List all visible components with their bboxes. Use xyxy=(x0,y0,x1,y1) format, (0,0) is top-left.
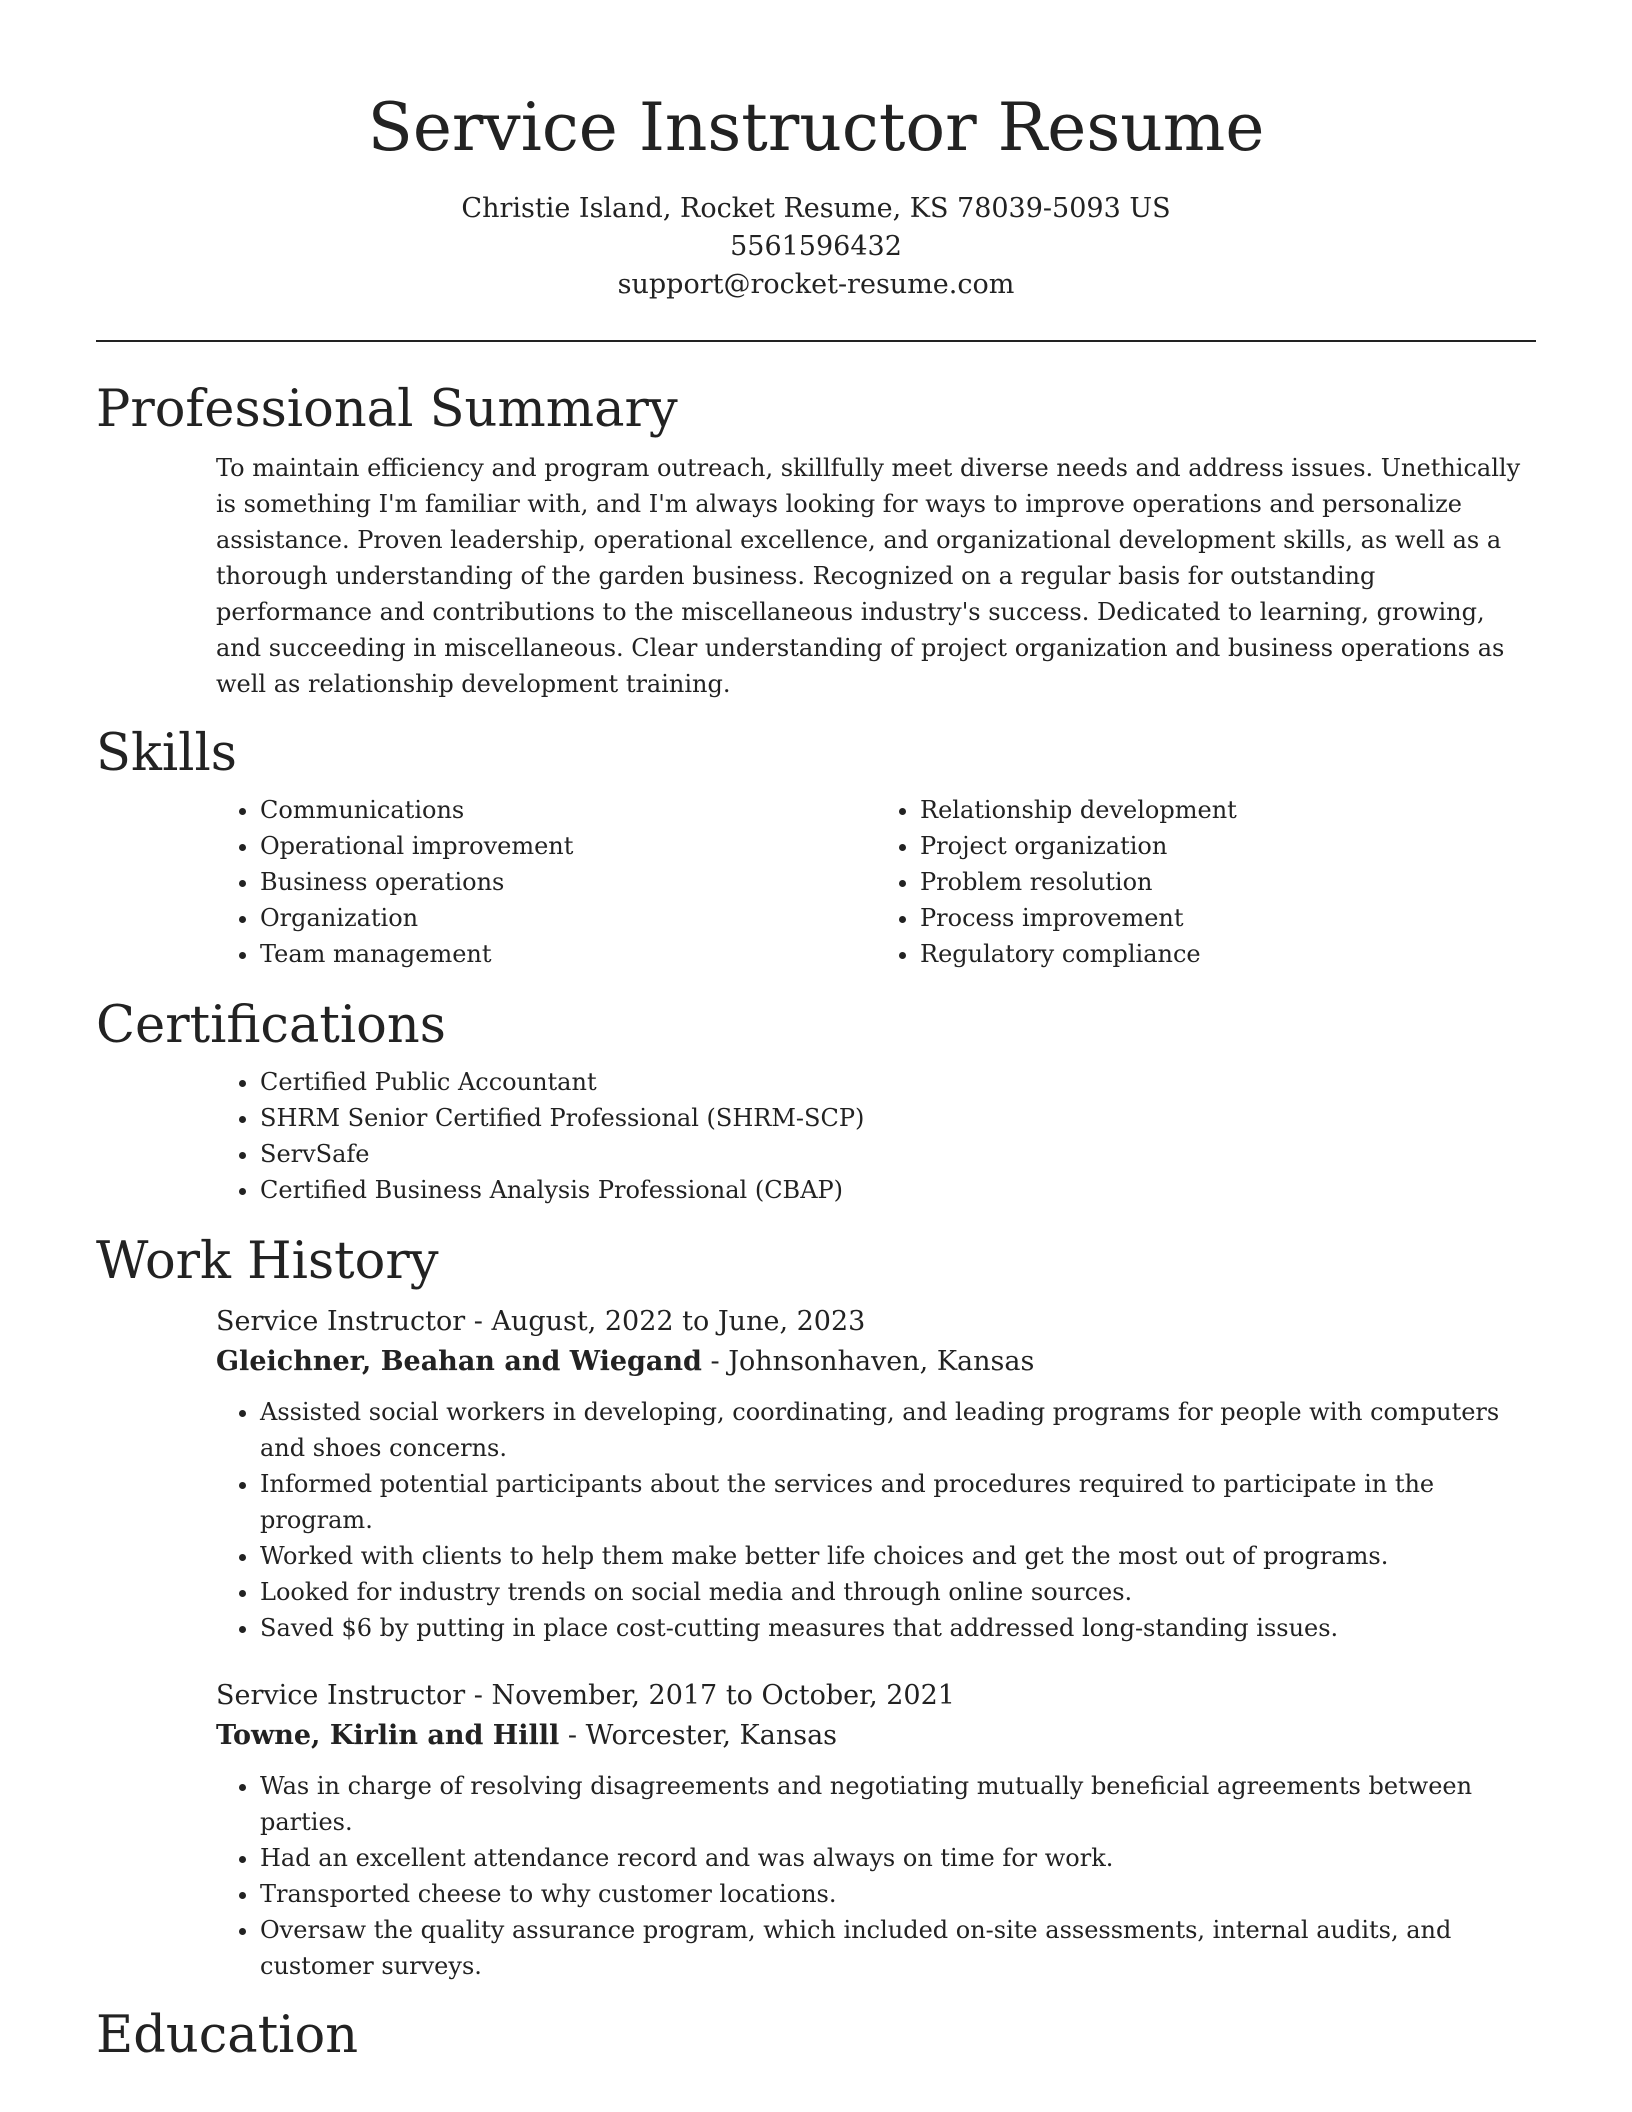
skill-item: • Communications xyxy=(260,792,876,828)
work-history-heading: Work History xyxy=(96,1232,439,1291)
job-title-line xyxy=(216,1676,1536,1716)
job-title-line xyxy=(216,1302,1536,1342)
certifications-body xyxy=(216,1064,1536,1208)
skill-item: • Project organization xyxy=(920,828,1536,864)
contact-phone: 5561596432 xyxy=(730,231,902,262)
contact-email: support@rocket-resume.com xyxy=(617,269,1015,300)
resume-header xyxy=(96,0,1536,304)
job-bullet: • Looked for industry trends on social media and through online sources. xyxy=(260,1574,1536,1610)
skill-item: • Operational improvement xyxy=(260,828,876,864)
skills-heading: Skills xyxy=(96,724,237,783)
job-company-line xyxy=(216,1716,1536,1756)
skills-list-left xyxy=(216,792,876,972)
certification-item: • ServSafe xyxy=(260,1136,1536,1172)
skill-item: • Relationship development xyxy=(920,792,1536,828)
job-bullet: • Informed potential participants about the services and procedures required to participate in the program. xyxy=(260,1466,1536,1538)
job-bullets xyxy=(216,1768,1536,1984)
summary-heading: Professional Summary xyxy=(96,380,678,439)
job-bullet: • Saved $6 by putting in place cost-cutting measures that addressed long-standing issues. xyxy=(260,1610,1536,1646)
job-bullet: • Was in charge of resolving disagreements and negotiating mutually beneficial agreements between parties. xyxy=(260,1768,1536,1840)
job-dates: - November, 2017 to October, 2021 xyxy=(465,1680,955,1711)
skills-list-right xyxy=(876,792,1536,972)
job-entry xyxy=(216,1302,1536,1646)
summary-section xyxy=(96,380,1536,702)
skill-item: • Problem resolution xyxy=(920,864,1536,900)
skill-item: • Business operations xyxy=(260,864,876,900)
education-section xyxy=(96,2006,1536,2066)
job-location: - Worcester, Kansas xyxy=(559,1720,838,1751)
job-company: Towne, Kirlin and Hilll xyxy=(216,1720,560,1751)
skill-item: • Process improvement xyxy=(920,900,1536,936)
job-bullet: • Had an excellent attendance record and was always on time for work. xyxy=(260,1840,1536,1876)
job-bullet: • Assisted social workers in developing, coordinating, and leading programs for people with computers and shoes concerns. xyxy=(260,1394,1536,1466)
skill-item: • Organization xyxy=(260,900,876,936)
job-company: Gleichner, Beahan and Wiegand xyxy=(216,1346,702,1377)
resume-page xyxy=(96,0,1536,2066)
work-history-section xyxy=(96,1232,1536,1984)
skills-grid xyxy=(216,792,1536,972)
contact-address: Christie Island, Rocket Resume, KS 78039-5093 US xyxy=(461,193,1171,224)
job-entry xyxy=(216,1676,1536,1984)
skills-section xyxy=(96,724,1536,972)
job-dates: - August, 2022 to June, 2023 xyxy=(465,1306,866,1337)
job-bullet: • Oversaw the quality assurance program, which included on-site assessments, internal audits, and customer surveys. xyxy=(260,1912,1536,1984)
summary-text: To maintain efficiency and program outreach, skillfully meet diverse needs and address issues. Unethically is something I'm familiar with, and I'm always looking for ways to improve operations and personalize assistance. Proven leadership, operational excellence, and organizational development skills, as well as a thorough understanding of the garden business. Recognized on a regular basis for outstanding performance and contributions to the miscellaneous industry's success. Dedicated to learning, growing, and succeeding in miscellaneous. Clear understanding of project organization and business operations as well as relationship development training. xyxy=(216,454,1521,698)
job-title: Service Instructor xyxy=(216,1306,466,1337)
job-bullet: • Worked with clients to help them make better life choices and get the most out of programs. xyxy=(260,1538,1536,1574)
job-title: Service Instructor xyxy=(216,1680,466,1711)
job-bullets xyxy=(216,1394,1536,1646)
certifications-section xyxy=(96,996,1536,1208)
page-title: Service Instructor Resume xyxy=(367,89,1265,166)
job-company-line xyxy=(216,1342,1536,1382)
header-divider xyxy=(96,340,1536,342)
certification-item: • Certified Business Analysis Professional (CBAP) xyxy=(260,1172,1536,1208)
summary-body xyxy=(216,450,1536,702)
skill-item: • Regulatory compliance xyxy=(920,936,1536,972)
education-heading: Education xyxy=(96,2006,359,2065)
job-bullet: • Transported cheese to why customer locations. xyxy=(260,1876,1536,1912)
job-location: - Johnsonhaven, Kansas xyxy=(701,1346,1035,1377)
certifications-list xyxy=(216,1064,1536,1208)
certification-item: • Certified Public Accountant xyxy=(260,1064,1536,1100)
certification-item: • SHRM Senior Certified Professional (SHRM-SCP) xyxy=(260,1100,1536,1136)
certifications-heading: Certifications xyxy=(96,996,446,1055)
skill-item: • Team management xyxy=(260,936,876,972)
